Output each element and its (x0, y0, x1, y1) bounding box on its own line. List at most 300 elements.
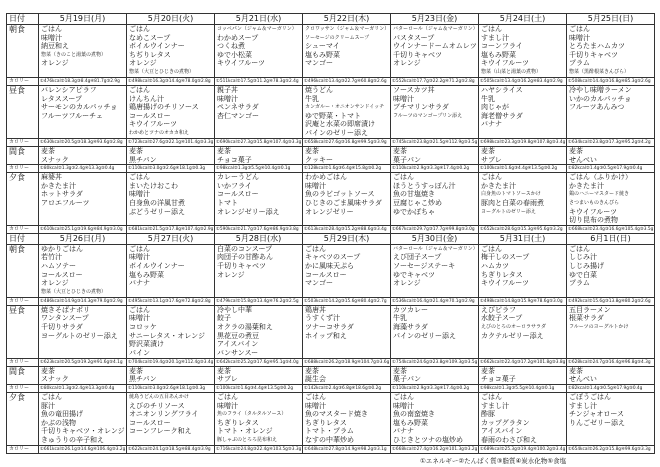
nutrition-values: ①498kcal②14.8g③15.9g④78.6g⑤3.0g (479, 297, 567, 305)
menu-item: えびのチリソース (129, 401, 185, 410)
menu-item: 麦茶 (217, 147, 231, 155)
menu-item: えびピラフ (481, 305, 516, 314)
menu-item: オレンジゼリー添え (217, 207, 280, 216)
snack-row (7, 147, 655, 165)
menu-item: スナック (41, 155, 69, 164)
menu-item: 根菜サラダ (569, 314, 604, 323)
menu-item: ごはん (41, 392, 62, 401)
menu-item: えびのとろのオーロラサラダ (481, 323, 546, 330)
menu-item: 麦茶 (481, 147, 495, 155)
nutrition-values: ①754kcal②24.6g③23.8g④109.3g⑤3.5g (392, 359, 478, 365)
menu-item: ごはん (129, 25, 150, 33)
nutrition-values: ①654kcal②26.2g③15.8g④99.6g⑤3.3g (567, 445, 655, 453)
menu-item: ゆで白菜 (569, 270, 597, 279)
dinner-menu (215, 392, 303, 445)
menu-item: ごはん (305, 244, 326, 253)
nutrition-values: ①486kcal②14.9g③14.3g④79.0g⑤2.9g (39, 297, 127, 305)
dinner-menu (39, 392, 127, 445)
menu-item: せんべい (569, 375, 597, 384)
nutrition-values: ①623kcal②20.5g③19.2g④91.6g⑤4.1g (39, 358, 127, 366)
day-date: 6月1日(日) (567, 233, 655, 244)
menu-calendar (6, 13, 655, 454)
menu-item: キャベツのスープ (305, 253, 361, 262)
menu-item: 味噌汁 (393, 401, 414, 410)
menu-item: ちぎりレタス (305, 418, 347, 427)
nutrition-values: ①723kcal②27.6g③22.1g④101.4g⑤3.3g (128, 140, 214, 145)
nutrition-values: ①128kcal②1.6g③6.4g④15.8g⑤0.2g (303, 165, 391, 173)
menu-item: 惣菜（山菜と湯葉の煮物） (481, 68, 542, 75)
menu-item: 切り昆布の煮物 (569, 216, 618, 225)
menu-item: コールスロー (129, 418, 171, 427)
menu-item: 鶏唐揚げのチリソース (129, 103, 199, 112)
day-date: 5月28日(水) (215, 233, 303, 244)
menu-item: きゅうりの辛子和え (41, 435, 104, 444)
menu-item: ゆかりごはん (41, 244, 83, 253)
menu-item: チョコ菓子 (217, 155, 252, 164)
menu-item: パインのゼリー添え (393, 331, 456, 340)
menu-item: チョコ菓子 (481, 375, 516, 384)
menu-item: カレーうどん (217, 173, 259, 182)
menu-item: すまし汁 (481, 401, 509, 410)
snack-menu (127, 147, 215, 165)
nutrition-values: ①613kcal②28.4g③15.2g④88.6g⑤3.4g (303, 225, 391, 233)
menu-item: 麦茶 (305, 366, 319, 375)
date-row (7, 233, 655, 244)
menu-item: 五目ラーメン (569, 305, 611, 314)
menu-item: コーンフライ (481, 42, 523, 51)
menu-item: なめこスープ (129, 33, 171, 42)
menu-item: ホイップ和え (305, 331, 347, 340)
menu-item: 惣菜（大豆とひじきの煮物） (41, 288, 107, 295)
nutrition-values: ①634kcal②23.8g③17.3g④95.2g⑤4.2g (567, 139, 655, 147)
menu-item: ワンタンスープ (41, 314, 89, 323)
snack-label: 間食 (7, 147, 39, 165)
day-date: 5月31日(土) (479, 233, 567, 244)
menu-item: キウイフルーツ (569, 207, 618, 216)
menu-item: チンジャオロース (569, 410, 624, 419)
menu-item: 菓子パン (393, 375, 421, 384)
menu-item: ソーセージステーキ (393, 261, 456, 270)
lunch-menu (391, 305, 479, 358)
menu-item: バナナ (481, 120, 502, 129)
nutrition-values: ①100kcal②1.6g③4.4g④13.5g⑤0.2g (215, 384, 303, 392)
menu-item: 千切りキャベツ (217, 261, 266, 270)
menu-item: 麦茶 (41, 366, 55, 375)
breakfast-menu (127, 25, 215, 78)
snack-nutrition-row (7, 384, 655, 392)
menu-item: 麦茶 (481, 366, 495, 375)
menu-item: キウイフルーツ (481, 59, 530, 68)
dinner-menu (479, 392, 567, 445)
dinner-menu (39, 173, 127, 226)
breakfast-label: 朝食 (7, 244, 39, 297)
nutrition-values: ①511kcal②17.5g③11.2g④78.3g⑤2.4g (215, 78, 303, 86)
menu-item: アイスバイン (481, 427, 523, 436)
menu-item: ハムカツ (481, 261, 509, 270)
menu-item: サニーレタス・オレンジ (129, 331, 205, 340)
breakfast-label: 朝食 (7, 25, 39, 78)
nutrition-values: ①681kcal②21.5g③17.8g④107.4g⑤2.9g (128, 226, 214, 232)
menu-item: 白身魚のトマトソースかけ (481, 191, 541, 198)
menu-item: 肉じゃが (481, 103, 509, 112)
menu-item: コールスロー (305, 270, 347, 279)
nutrition-values: ①496kcal②13.4g③22.7g④60.8g⑤2.6g (303, 78, 391, 86)
menu-item: シューマイ (305, 42, 340, 51)
nutrition-values: ①689kcal②25.3g③19.4g④100.2g⑤3.4g (480, 446, 566, 452)
nutrition-values: ①479kcal②15.8g③13.4g④76.2g⑤2.5g (215, 297, 303, 305)
menu-item: カクテルゼリー添え (481, 331, 544, 340)
menu-item: オクラの湯葉和え (217, 322, 273, 331)
menu-item: バナナ (393, 427, 414, 436)
lunch-menu (39, 86, 127, 139)
nutrition-values: ①628kcal②24.7g③16.4g④96.8g⑤4.3g (567, 358, 655, 366)
menu-item: 黒チパン (129, 375, 157, 384)
menu-item: 野沢菜漬け (129, 340, 164, 349)
menu-item: ブチマリンサラダ (393, 103, 449, 112)
day-date: 5月21日(水) (215, 14, 303, 25)
breakfast-row (7, 25, 655, 78)
nutrition-values: ①704kcal②19.4g③20.1g④112.4g⑤3.4g (128, 359, 214, 365)
breakfast-menu (391, 244, 479, 297)
nutrition-values: ①610kcal②25.1g③19.6g④84.9g⑤3.0g (39, 225, 127, 233)
menu-item: 焼うどん (305, 86, 333, 94)
nutrition-values: ①668kcal②23.4g③16.6g④105.4g⑤3.5g (568, 226, 654, 232)
menu-item: バナナ (129, 279, 150, 288)
nutrition-values: ①142kcal②2.4g③6.8g④18.6g⑤0.2g (303, 384, 391, 392)
day-date: 5月27日(火) (127, 233, 215, 244)
menu-item: 味噌汁 (129, 253, 150, 262)
menu-item: アロエフルーツ (41, 198, 90, 207)
menu-item: 千切りキャベツ (393, 50, 442, 59)
menu-item: ちぢりレタス (129, 50, 171, 59)
snack-menu (391, 147, 479, 165)
menu-item: ごはん (393, 173, 414, 182)
breakfast-menu (303, 244, 391, 297)
nutrition-values: ①662kcal②22.4g③17.2g④101.8g⑤3.8g (480, 359, 566, 365)
menu-item: キウイフルーツ (481, 279, 530, 288)
menu-item: 麻婆丼 (41, 173, 62, 182)
lunch-menu (303, 86, 391, 139)
menu-item: ひじきとツナの塩炒め (393, 435, 463, 444)
lunch-menu (567, 305, 655, 358)
breakfast-nutrition-row (7, 297, 655, 305)
menu-item: 肉団子の甘酢あん (217, 253, 273, 262)
menu-item: かきたま汁 (481, 181, 516, 190)
dinner-menu (303, 392, 391, 445)
lunch-menu (479, 86, 567, 139)
nutrition-values: ①110kcal②3.0g③2.6g④18.1g⑤0.3g (127, 384, 215, 392)
snack-menu (39, 366, 127, 384)
menu-item: 味噌汁 (305, 181, 326, 190)
menu-item: レタススープ (41, 94, 83, 103)
menu-item: パイン (129, 348, 150, 357)
menu-item: 餃子 (217, 314, 231, 323)
dinner-label: 夕食 (7, 173, 39, 226)
nutrition-values: ①80kcal②1.3g③2.4g④13.3g⑤0.4g (39, 165, 127, 173)
calorie-label: カロリー (7, 445, 39, 453)
day-date: 5月24日(土) (479, 14, 567, 25)
snack-menu (479, 366, 567, 384)
menu-item: マンゴー (305, 59, 333, 68)
menu-item: 牛乳 (305, 94, 319, 103)
menu-item: トマト・オレンジ (217, 427, 273, 436)
menu-item: コールスロー (41, 270, 83, 279)
menu-item: サブレ (481, 155, 502, 164)
dinner-menu (391, 392, 479, 445)
menu-item: 海藻サラダ (393, 322, 428, 331)
menu-item: ボイルウインナー (129, 42, 185, 51)
menu-item: 酢豚 (481, 410, 495, 419)
snack-menu (567, 147, 655, 165)
breakfast-row (7, 244, 655, 297)
calorie-label: カロリー (7, 78, 39, 86)
menu-item: 鶏唐丼 (305, 305, 326, 314)
menu-item: 豆腐じゃこ炒め (393, 198, 442, 207)
menu-item: とろたまハムカツ (569, 42, 625, 51)
menu-item: スナック (41, 375, 69, 384)
nutrition-values: ①667kcal②29.7g③17.7g④99.8g⑤3.0g (391, 225, 479, 233)
nutrition-values: ①110kcal②2.9g③3.3g④17.4g⑤0.2g (391, 165, 479, 173)
menu-item: 塩もみ野菜 (129, 270, 164, 279)
calorie-label: カロリー (7, 165, 39, 173)
menu-item: 麦茶 (41, 147, 55, 155)
menu-item: 麦茶 (393, 366, 407, 375)
dinner-row (7, 392, 655, 445)
menu-item: 豚肉と白菜の春雨煮 (481, 198, 544, 207)
menu-item: 牛乳 (393, 314, 407, 323)
nutrition-values: ①503kcal②14.2g③15.6g④80.4g⑤2.7g (303, 297, 391, 305)
menu-item: まいたけおこわ (129, 181, 178, 190)
calorie-label: カロリー (7, 225, 39, 233)
breakfast-menu (127, 244, 215, 297)
nutrition-values: ①745kcal②23.8g③21.5g④112.9g⑤3.5g (392, 140, 478, 145)
nutrition-values: ①652kcal②28.6g③15.3g④95.6g⑤3.2g (479, 225, 567, 233)
menu-item: 焼鳥うどんの五目あんかけ (129, 393, 190, 400)
day-date: 5月23日(金) (391, 14, 479, 25)
calorie-label: カロリー (7, 297, 39, 305)
menu-item: 魚のラビゴットソース (305, 190, 375, 199)
menu-item: ゆで小松菜 (217, 50, 252, 59)
nutrition-legend: ①エネルギー②たんぱく質③脂質④炭水化物⑤食塩 (420, 457, 567, 465)
menu-item: 味噌汁 (129, 314, 150, 323)
menu-item: 菓子パン (393, 155, 421, 164)
dinner-menu (567, 392, 655, 445)
menu-item: 若竹汁 (41, 253, 62, 262)
menu-item: わかめごはん (305, 173, 347, 182)
calorie-label: カロリー (7, 384, 39, 392)
lunch-menu (215, 86, 303, 139)
nutrition-values: ①536kcal②16.4g③21.4g④70.1g⑤2.9g (391, 297, 479, 305)
breakfast-menu (303, 25, 391, 78)
date-label: 日付 (7, 14, 39, 25)
menu-item: オレンジ (393, 59, 421, 68)
menu-item: 杏仁マンゴー (217, 111, 259, 120)
menu-item: 麦茶 (305, 147, 319, 155)
menu-item: けんちん汁 (129, 94, 164, 103)
menu-item: 味噌汁 (217, 94, 238, 103)
menu-item: すまし汁 (569, 401, 597, 410)
menu-item: 味噌汁 (41, 33, 62, 42)
menu-item: ごはん (129, 173, 150, 182)
breakfast-nutrition-row (7, 78, 655, 86)
menu-item: 冷やし中華 (217, 305, 252, 314)
nutrition-values: ①642kcal②25.2g③17.6g④95.1g⑤4.0g (215, 358, 303, 366)
dinner-menu (479, 173, 567, 226)
menu-item: ごはん (217, 392, 238, 401)
menu-item: 味噌汁 (393, 94, 414, 103)
menu-item: かぶの浅物 (41, 418, 76, 427)
nutrition-values: ①98kcal②1.3g③5.5g④10.4g⑤0.1g (479, 384, 567, 392)
menu-item: 惣菜（黒酢根菜きんぴら） (569, 68, 630, 75)
nutrition-values: ①110kcal②2.9g③3.3g④17.4g⑤0.2g (391, 384, 479, 392)
menu-item: オレンジ (217, 270, 245, 279)
menu-item: コールスロー (217, 190, 259, 199)
snack-menu (303, 366, 391, 384)
nutrition-values: ①476kcal②18.3g③8.4g④81.7g⑤2.9g (39, 78, 127, 86)
menu-item: 魚のフライ（タルタルソース） (217, 411, 287, 418)
menu-item: りんごゼリー添え (569, 418, 625, 427)
menu-item: オレンジ (129, 59, 157, 68)
nutrition-values: ①658kcal②27.6g③16.8g④99.5g⑤3.9g (303, 139, 391, 147)
menu-item: かきたま汁 (41, 181, 76, 190)
date-label: 日付 (7, 233, 39, 244)
menu-item: ごはん（ふりかけ） (569, 173, 632, 182)
dinner-nutrition-row (7, 445, 655, 453)
nutrition-values: ①492kcal②15.6g③13.8g④80.2g⑤2.6g (567, 297, 655, 305)
menu-item: コッペパン（ジャム＆マーガリン） (217, 26, 297, 32)
menu-item: ペンネサラダ (217, 103, 259, 112)
lunch-menu (127, 86, 215, 139)
menu-item: プラム (569, 59, 590, 68)
menu-item: オレンジゼリー (305, 207, 354, 216)
menu-item: ホットサラダ (41, 190, 83, 199)
menu-item: ゆで野菜・トマト (305, 111, 361, 120)
breakfast-menu (479, 244, 567, 297)
lunch-nutrition-row (7, 139, 655, 147)
dinner-nutrition-row (7, 225, 655, 233)
menu-item: 味噌汁 (129, 190, 150, 199)
nutrition-values: ①505kcal②13.4g③16.2g④83.4g⑤2.9g (479, 78, 567, 86)
menu-item: ウインナードームオムレツ (393, 42, 477, 51)
nutrition-values: ①552kcal②17.7g③22.2g④71.2g⑤2.8g (391, 78, 479, 86)
menu-item: アイスバイン (217, 340, 259, 349)
dinner-row (7, 173, 655, 226)
dinner-menu (567, 173, 655, 226)
menu-item: バターロール（ジャム＆マーガリン） (393, 26, 478, 32)
menu-item: すまし汁 (481, 33, 509, 42)
menu-item: ゆでかぼちゃ (393, 207, 435, 216)
menu-item: うすくず汁 (305, 314, 340, 323)
menu-item: プラム (569, 279, 590, 288)
calorie-label: カロリー (7, 358, 39, 366)
menu-item: ちぎりレタス (217, 418, 259, 427)
breakfast-menu (215, 25, 303, 78)
menu-item: わかめとツナのオカカ和え (129, 129, 189, 136)
menu-item: 海老僧サラダ (481, 111, 523, 120)
menu-item: 魚の南蛮焼き (393, 410, 435, 419)
menu-item: 親子丼 (217, 86, 238, 94)
menu-item: パインのゼリー添え (305, 128, 368, 137)
menu-item: 塩もみ野菜 (393, 418, 428, 427)
menu-item: カップグラタン (481, 418, 530, 427)
menu-item: トマト・プラム (305, 427, 354, 436)
lunch-menu (391, 86, 479, 139)
nutrition-values: ①110kcal②3.0g③2.6g④18.1g⑤0.3g (127, 165, 215, 173)
snack-nutrition-row (7, 165, 655, 173)
menu-item: カツカレー (393, 305, 428, 314)
menu-item: 冷やし味噌ラーメン (569, 86, 632, 94)
menu-item: ハムソテー (41, 261, 76, 270)
day-date: 5月22日(木) (303, 14, 391, 25)
menu-item: 千切りサラダ (41, 322, 83, 331)
menu-item: 誕生会 (305, 375, 326, 384)
nutrition-values: ①698kcal②23.3g③19.8g④107.8g⑤3.4g (480, 140, 566, 145)
menu-item: いかフライ (217, 181, 252, 190)
menu-item: いかのカルパッチョ (569, 94, 632, 103)
lunch-row (7, 86, 655, 139)
dinner-menu (303, 173, 391, 226)
menu-item: バターロール（ジャム＆マーガリン） (393, 245, 478, 252)
nutrition-values: ①100kcal②1.6g③4.4g④13.5g⑤0.2g (479, 165, 567, 173)
menu-item: ごぼうごはん (569, 392, 611, 401)
menu-item: さつまいものきんぴら (569, 199, 620, 206)
menu-item: 麦茶 (129, 147, 143, 155)
menu-item: 牛乳 (481, 94, 495, 103)
menu-item: オニオンリングフライ (129, 410, 199, 419)
menu-item: 魚の甘塩焼き (393, 190, 435, 199)
breakfast-menu (39, 244, 127, 297)
menu-item: 千切りキャベツ・オレンジ (41, 427, 125, 436)
menu-item: ゆでキャベツ (393, 270, 435, 279)
menu-item: キウイフルーツ (217, 59, 266, 68)
nutrition-values: ①622kcal②24.1g③18.5g④88.4g⑤3.9g (127, 445, 215, 453)
menu-item: バレンシアピラフ (41, 86, 97, 94)
menu-item: カンガルー・オニオンサンドイッチ (305, 104, 385, 111)
menu-item: 味噌汁 (217, 401, 238, 410)
nutrition-values: ①716kcal②24.8g③22.4g④103.5g⑤3.3g (216, 446, 302, 452)
nutrition-values: ①82kcal②1.4g③0.5g④17.9g⑤0.4g (567, 165, 655, 173)
menu-item: ごはん (569, 244, 590, 253)
menu-item: 惣菜（大豆とひじきの煮物） (129, 68, 195, 75)
menu-item: 焼きそばナポリ (41, 305, 90, 314)
menu-item: ソースカツ丼 (393, 86, 435, 94)
menu-item: オレンジ (393, 279, 421, 288)
lunch-label: 昼食 (7, 305, 39, 358)
menu-item: フルーツフルーチェ (41, 111, 103, 120)
menu-item: サーモンのカルパッチョ (41, 103, 118, 112)
menu-item: トマト (217, 198, 238, 207)
snack-row (7, 366, 655, 384)
day-date: 5月20日(火) (127, 14, 215, 25)
menu-item: わかめスープ (217, 33, 259, 42)
nutrition-values: ①661kcal②26.1g③14.6g④106.4g⑤3.2g (40, 446, 126, 452)
menu-item: ソーセージのクリームスープ (305, 34, 370, 41)
lunch-menu (479, 305, 567, 358)
dinner-label: 夕食 (7, 392, 39, 445)
snack-menu (303, 147, 391, 165)
menu-item: 鶏のハニーマスタード焼き (569, 191, 630, 198)
breakfast-menu (391, 25, 479, 78)
menu-item: パスタスープ (393, 33, 435, 42)
menu-item: 麦茶 (217, 366, 231, 375)
dinner-menu (391, 173, 479, 226)
dinner-menu (127, 173, 215, 226)
menu-item: 梅干しのスープ (481, 253, 530, 262)
menu-item: ごはん (393, 392, 414, 401)
menu-item: 味噌汁 (569, 33, 590, 42)
menu-item: ヨーグルトのゼリー添え (481, 208, 536, 215)
breakfast-menu (479, 25, 567, 78)
